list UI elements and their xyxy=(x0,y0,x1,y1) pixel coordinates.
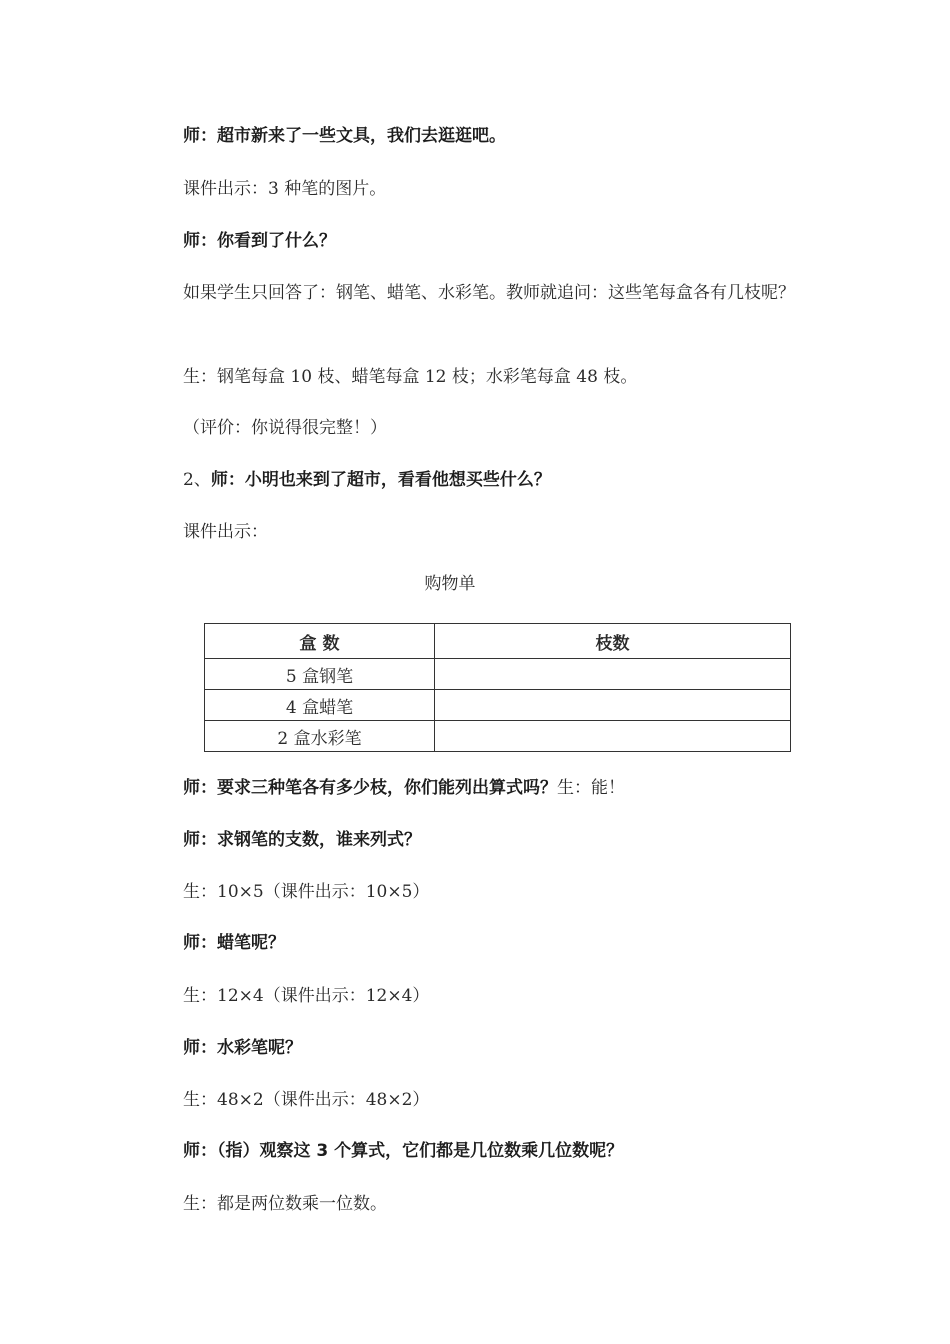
row-item: 4 盒蜡笔 xyxy=(205,690,435,721)
student-answer-line: 生：钢笔每盒 10 枝、蜡笔每盒 12 枝；水彩笔每盒 48 枝。 xyxy=(183,367,638,387)
teacher-observe-line: 师：（指）观察这 3 个算式，它们都是几位数乘几位数呢？ xyxy=(183,1141,624,1161)
student-reply: 生：能！ xyxy=(557,778,625,798)
table-title: 购物单 xyxy=(424,574,476,594)
courseware-show-line: 课件出示： xyxy=(183,522,268,542)
header-boxes: 盒 数 xyxy=(205,624,435,659)
student-conclusion-line: 生：都是两位数乘一位数。 xyxy=(183,1194,387,1214)
teacher-formula-question: 师：要求三种笔各有多少枝，你们能列出算式吗？ xyxy=(183,778,557,798)
shopping-list-table xyxy=(204,623,791,752)
row-count xyxy=(435,721,791,752)
xiaoming-question: 师：小明也来到了超市，看看他想买些什么？ xyxy=(210,470,551,490)
student-pen-formula: 生：10×5（课件出示：10×5） xyxy=(183,882,430,902)
row-item: 5 盒钢笔 xyxy=(205,659,435,690)
table-header-row xyxy=(205,624,791,659)
table-row xyxy=(205,690,791,721)
row-count xyxy=(435,659,791,690)
teacher-watercolor-line: 师：水彩笔呢？ xyxy=(183,1038,302,1058)
evaluation-line: （评价：你说得很完整！） xyxy=(183,418,387,438)
teacher-crayon-line: 师：蜡笔呢？ xyxy=(183,933,285,953)
table-row xyxy=(205,659,791,690)
student-watercolor-formula: 生：48×2（课件出示：48×2） xyxy=(183,1090,430,1110)
row-item: 2 盒水彩笔 xyxy=(205,721,435,752)
item-number: 2、 xyxy=(183,470,211,490)
teacher-question-line: 师：你看到了什么？ xyxy=(183,231,336,251)
courseware-pens-line: 课件出示：3 种笔的图片。 xyxy=(183,179,387,199)
xiaoming-line xyxy=(183,469,551,491)
teacher-formula-line xyxy=(183,777,625,799)
table-row xyxy=(205,721,791,752)
header-count: 枝数 xyxy=(435,624,791,659)
teacher-pen-count-line: 师：求钢笔的支数，谁来列式？ xyxy=(183,830,421,850)
follow-up-paragraph: 如果学生只回答了：钢笔、蜡笔、水彩笔。教师就追问：这些笔每盒各有几枝呢？ xyxy=(183,283,795,303)
row-count xyxy=(435,690,791,721)
student-crayon-formula: 生：12×4（课件出示：12×4） xyxy=(183,986,430,1006)
teacher-line-stationery: 师：超市新来了一些文具，我们去逛逛吧。 xyxy=(183,126,506,146)
